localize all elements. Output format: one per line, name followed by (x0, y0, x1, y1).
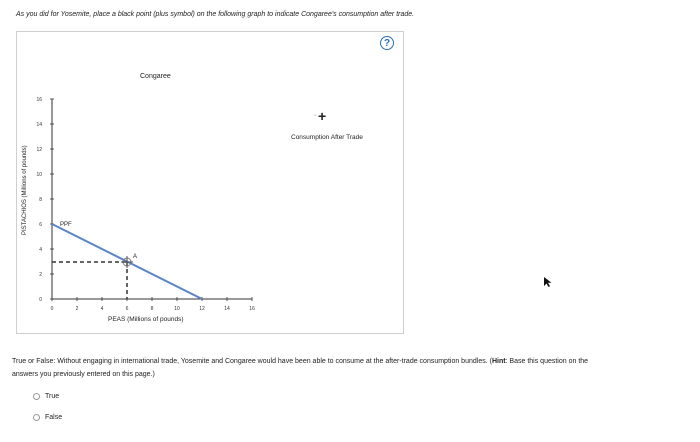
y-tick-label: 10 (36, 172, 42, 178)
option-false[interactable] (33, 414, 62, 421)
x-tick-label: 14 (224, 306, 230, 312)
x-tick-label: 4 (100, 306, 104, 312)
y-tick-label: 8 (39, 197, 42, 203)
x-tick-label: 6 (125, 306, 129, 312)
mouse-pointer-icon (543, 276, 553, 288)
point-a-label: A (133, 254, 138, 260)
x-tick-label: 16 (249, 306, 255, 312)
graph-title: Congaree (140, 73, 171, 80)
radio-false[interactable] (33, 414, 40, 421)
question-text (12, 355, 592, 381)
plus-symbol-icon[interactable]: + (318, 108, 327, 124)
x-axis-label: PEAS (Millions of pounds) (108, 316, 184, 323)
x-tick-label: 10 (174, 306, 180, 312)
help-icon[interactable]: ? (380, 36, 394, 50)
y-tick-label: 2 (39, 272, 42, 278)
graph-area[interactable] (0, 0, 420, 340)
legend-label: Consumption After Trade (291, 134, 363, 141)
radio-true[interactable] (33, 393, 40, 400)
x-tick-label: 0 (50, 306, 54, 312)
question-hint-label: Hint (491, 358, 506, 365)
y-ticks (36, 97, 54, 303)
option-true-label: True (45, 393, 60, 400)
y-tick-label: 6 (39, 222, 42, 228)
x-tick-label: 12 (199, 306, 205, 312)
question-prefix: True or False: Without engaging in international trade, Yosemite and Congaree would have been able to consume at the after-trade consumption bundles. ( (12, 358, 492, 365)
ppf-label: PPF (60, 222, 72, 228)
x-tick-label: 2 (75, 306, 79, 312)
option-false-label: False (45, 414, 63, 421)
legend-dots: · (314, 112, 317, 119)
y-tick-label: 0 (39, 297, 42, 303)
y-tick-label: 4 (39, 247, 42, 253)
point-a-marker (121, 256, 133, 268)
y-tick-label: 16 (36, 97, 42, 103)
x-tick-label: 8 (150, 306, 154, 312)
y-axis-label: PISTACHIOS (Millions of pounds) (22, 145, 28, 235)
question-suffix: : Base this question on the answers you previously entered on this page.) (12, 358, 589, 378)
y-tick-label: 14 (36, 122, 42, 128)
option-true[interactable] (33, 393, 59, 400)
instruction-text: As you did for Yosemite, place a black point (plus symbol) on the following graph to indicate Congaree's consumption after trade. (16, 11, 415, 18)
y-tick-label: 12 (36, 147, 42, 153)
